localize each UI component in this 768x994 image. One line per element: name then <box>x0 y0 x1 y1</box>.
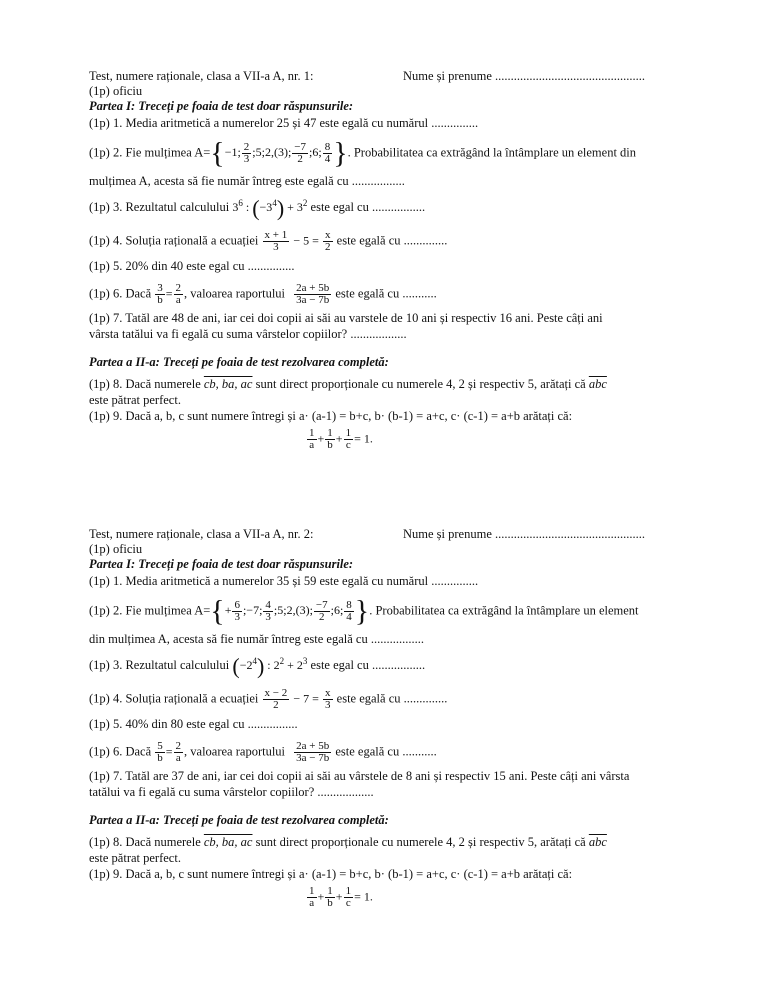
test-title: Test, numere raționale, clasa a VII-a A, nr. 1: <box>89 69 314 83</box>
fraction: $\frac{2a + 5b}{3a - 7b}$ <box>296 282 330 306</box>
fraction: $\frac{2}{3}$ <box>243 141 250 165</box>
fraction: $\frac{-7}{2}$ <box>315 599 328 623</box>
right-brace: } <box>354 594 370 628</box>
question-6: (1p) 6. Dacă $\frac{3}{b}$ = $\frac{2}{a}$ , valoarea raportului $\frac{2a + 5b}{3a - 7b}$ este egală cu ........... <box>89 282 437 306</box>
fraction: $\frac{3}{b}$ <box>157 282 163 306</box>
question-7: (1p) 7. Tatăl are 48 de ani, iar cei doi copii ai săi au varstele de 10 ani și respectiv 16 ani. Peste câți ani <box>89 311 603 325</box>
set-element: ;6; <box>330 603 344 618</box>
question-1: (1p) 1. Media aritmetică a numerelor 25 și 47 este egală cu numărul ............... <box>89 116 479 130</box>
name-field-label: Nume și prenume ................................................ <box>403 527 645 541</box>
set-element: ;−7; <box>242 603 263 618</box>
part2-title: Partea a II-a: Treceți pe foaia de test rezolvarea completă: <box>89 355 389 369</box>
fraction: $\frac{2}{a}$ <box>175 282 182 306</box>
q8-numbers: cb, ba, ac <box>203 835 253 849</box>
q8-abc: $\overline{abc}$ <box>588 377 607 391</box>
question-4: (1p) 4. Soluția rațională a ecuației $\frac{x - 2}{2}$ − 7 = $\frac{x}{3}$ este egală cu .............. <box>89 687 448 711</box>
question-9-equation: $\frac{1}{a}$ + $\frac{1}{b}$ + $\frac{1}{c}$ = 1. <box>309 427 373 451</box>
question-2: (1p) 2. Fie mulțimea A={+ $\frac{6}{3}$ ;−7; $\frac{4}{3}$ ;5;2,(3); $\frac{-7}{2}$ ;6; $\frac{8}{4}$ }. Probabilitatea ca extrăgând la întâmplare un element <box>89 594 639 628</box>
right-brace: } <box>333 136 348 170</box>
question-5: (1p) 5. 20% din 40 este egal cu ............... <box>89 259 295 273</box>
question-3: (1p) 3. Rezultatul calculului $(-2^4)$ : $2^2 + 2^3$ este egal cu ................. <box>89 653 426 679</box>
part1-title: Partea I: Treceți pe foaia de test doar răspunsurile: <box>89 99 354 113</box>
q2-set <box>224 599 355 623</box>
left-brace: { <box>210 136 225 170</box>
test-header <box>89 69 645 84</box>
fraction: $\frac{1}{c}$ <box>345 427 352 451</box>
set-element: −1; <box>224 145 241 160</box>
question-1: (1p) 1. Media aritmetică a numerelor 35 și 59 este egală cu numărul ............... <box>89 574 479 588</box>
question-9: (1p) 9. Dacă a, b, c sunt numere întregi și a· (a-1) = b+c, b· (b-1) = a+c, c· (c-1) = a+b arătați că: <box>89 409 573 423</box>
fraction: $\frac{1}{b}$ <box>327 885 333 909</box>
fraction: $\frac{8}{4}$ <box>346 599 352 623</box>
q2-set <box>224 141 334 165</box>
fraction: $\frac{6}{3}$ <box>234 599 240 623</box>
fraction: $\frac{x}{2}$ <box>325 229 331 253</box>
oficiu-line: (1p) oficiu <box>89 84 143 98</box>
fraction: $\frac{2}{a}$ <box>175 740 182 764</box>
set-element: + <box>224 603 232 618</box>
question-9: (1p) 9. Dacă a, b, c sunt numere întregi și a· (a-1) = b+c, b· (b-1) = a+c, c· (c-1) = a+b arătați că: <box>89 867 573 881</box>
test-title: Test, numere raționale, clasa a VII-a A, nr. 2: <box>89 527 314 541</box>
question-7-continued: tatălui va fi egală cu suma vârstelor copiilor? .................. <box>89 785 374 799</box>
question-2-continued: din mulțimea A, acesta să fie număr întreg este egală cu ................. <box>89 632 424 646</box>
fraction: $\frac{1}{a}$ <box>309 427 315 451</box>
part1-title: Partea I: Treceți pe foaia de test doar răspunsurile: <box>89 557 354 571</box>
question-8-continued: este pătrat perfect. <box>89 393 181 407</box>
question-5: (1p) 5. 40% din 80 este egal cu ................ <box>89 717 298 731</box>
fraction: $\frac{1}{c}$ <box>345 885 352 909</box>
question-8: (1p) 8. Dacă numerele cb, ba, ac sunt direct proporționale cu numerele 4, 2 și respectiv 5, arătați că $\overline{abc}$ <box>89 835 607 849</box>
fraction: $\frac{1}{a}$ <box>309 885 315 909</box>
fraction: $\frac{4}{3}$ <box>265 599 271 623</box>
question-6: (1p) 6. Dacă $\frac{5}{b}$ = $\frac{2}{a}$ , valoarea raportului $\frac{2a + 5b}{3a - 7b}$ este egală cu ........... <box>89 740 437 764</box>
set-element: ;6; <box>309 145 322 160</box>
question-9-equation: $\frac{1}{a}$ + $\frac{1}{b}$ + $\frac{1}{c}$ = 1. <box>309 885 373 909</box>
q8-abc: $\overline{abc}$ <box>588 835 607 849</box>
fraction: $\frac{x - 2}{2}$ <box>264 687 288 711</box>
fraction: $\frac{1}{b}$ <box>327 427 333 451</box>
question-8: (1p) 8. Dacă numerele cb, ba, ac sunt direct proporționale cu numerele 4, 2 și respectiv 5, arătați că $\overline{abc}$ <box>89 377 607 391</box>
left-brace: { <box>210 594 225 628</box>
question-7: (1p) 7. Tatăl are 37 de ani, iar cei doi copii ai săi au vârstele de 8 ani și respectiv 15 ani. Peste câți ani vârsta <box>89 769 630 783</box>
fraction: $\frac{-7}{2}$ <box>294 141 307 165</box>
question-2-continued: mulțimea A, acesta să fie număr întreg este egală cu ................. <box>89 174 405 188</box>
set-element: ;5;2,(3); <box>252 145 292 160</box>
question-4: (1p) 4. Soluția rațională a ecuației $\frac{x + 1}{3}$ − 5 = $\frac{x}{2}$ este egală cu .............. <box>89 229 448 253</box>
part2-title: Partea a II-a: Treceți pe foaia de test rezolvarea completă: <box>89 813 389 827</box>
fraction: $\frac{x + 1}{3}$ <box>264 229 288 253</box>
set-element: ;5;2,(3); <box>273 603 313 618</box>
test-header <box>89 527 645 542</box>
fraction: $\frac{8}{4}$ <box>324 141 331 165</box>
fraction: $\frac{x}{3}$ <box>325 687 331 711</box>
question-7-continued: vârsta tatălui va fi egală cu suma vârstelor copiilor? .................. <box>89 327 407 341</box>
oficiu-line: (1p) oficiu <box>89 542 143 556</box>
fraction: $\frac{5}{b}$ <box>157 740 163 764</box>
name-field-label: Nume și prenume ................................................ <box>403 69 645 83</box>
question-3: (1p) 3. Rezultatul calculului $3^6$ : $(-3^4) + 3^2$ este egal cu ................. <box>89 195 426 221</box>
question-2: (1p) 2. Fie mulțimea A={−1; $\frac{2}{3}$ ;5;2,(3); $\frac{-7}{2}$ ;6; $\frac{8}{4}$ }. Probabilitatea ca extrăgând la întâmplare un element din <box>89 136 637 170</box>
q8-numbers: cb, ba, ac <box>203 377 253 391</box>
question-8-continued: este pătrat perfect. <box>89 851 181 865</box>
fraction: $\frac{2a + 5b}{3a - 7b}$ <box>296 740 330 764</box>
